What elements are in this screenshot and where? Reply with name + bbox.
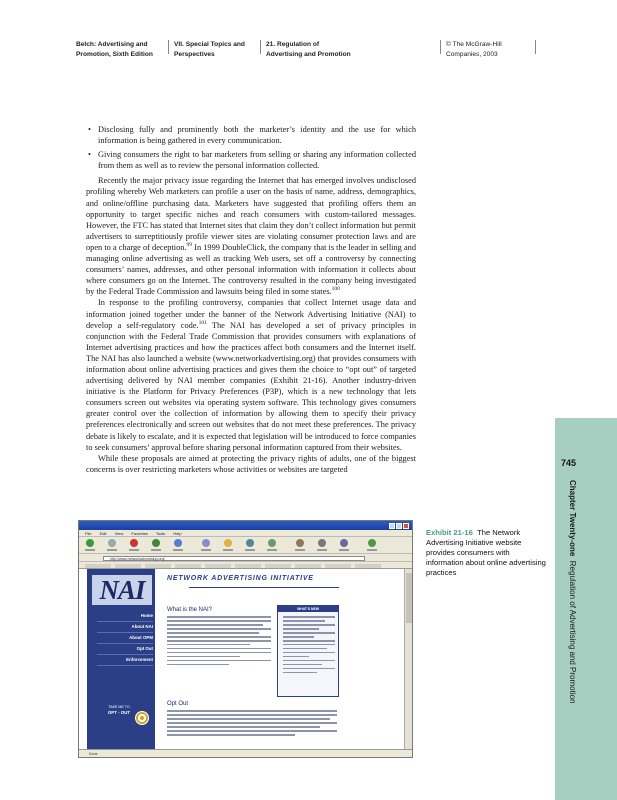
bullet-item: • Giving consumers the right to bar marketers from selling or sharing any information collected from them as well as to review the personal information collected. bbox=[86, 149, 416, 171]
header-chapter-line2: Advertising and Promotion bbox=[266, 51, 351, 58]
chapter-runner bbox=[565, 480, 581, 780]
paragraph-text: Recently the major privacy issue regarding the Internet that has emerged involves undisclosed profiling whereby Web marketers can profile a user on the basis of name, address, demographics, and online/offline purchasing data. Marketers have suggested that profiling offers them an opportunity to target specific niches and reach consumers with custom-tailored messages. However, the FTC has stated that Internet sites that claim they don’t collect information but permit advertisers to surreptitiously profile viewer sites are violating consumer protection laws and are open to a charge of deception. bbox=[86, 176, 416, 252]
nai-webpage bbox=[79, 569, 404, 750]
header-divider bbox=[168, 40, 169, 54]
nai-nav-home: Home bbox=[97, 611, 153, 622]
paragraph-text: In 1999 DoubleClick, the company that is the leader in selling and managing online advertising as well as tracking Web users, set off a controversy by connecting consumers’ names, addresses, and other personal information with information it collects about where consumers go on the Internet. The controversy resulted in the company being investigated by the Federal Trade Commission and lawsuits being filed in some states. bbox=[86, 242, 416, 297]
search-icon bbox=[201, 539, 211, 552]
refresh-icon bbox=[151, 539, 161, 552]
nai-sidebar bbox=[87, 569, 155, 750]
opt-out-badge-line1: TAKE ME TO bbox=[108, 705, 130, 709]
nai-site-title: NETWORK ADVERTISING INITIATIVE bbox=[167, 575, 314, 582]
address-field: http://www.networkadvertising.org/ bbox=[103, 556, 365, 561]
header-book-line1: Belch: Advertising and bbox=[76, 41, 148, 48]
paragraph-children: While these proposals are aimed at protecting the privacy rights of adults, one of the biggest concerns is over restricting marketers whose activities or websites are targeted bbox=[86, 453, 416, 474]
links-bar bbox=[79, 562, 412, 569]
nai-section-what-text bbox=[167, 616, 271, 668]
paragraph-nai bbox=[86, 297, 416, 452]
menu-file: File bbox=[85, 531, 92, 536]
nai-nav-about-opm: About OPM bbox=[97, 633, 153, 644]
header-part-line2: Perspectives bbox=[174, 51, 215, 58]
browser-toolbar bbox=[79, 537, 412, 554]
media-icon bbox=[245, 539, 255, 552]
exhibit-text: The Network Advertising Initiative website provides consumers with information about online advertising practices bbox=[426, 528, 546, 577]
home-icon bbox=[173, 539, 183, 552]
whats-new-title: WHAT'S NEW bbox=[278, 606, 338, 612]
nai-nav-opt-out: Opt Out bbox=[97, 644, 153, 655]
footnote-ref: 100 bbox=[331, 286, 340, 293]
close-icon bbox=[403, 523, 409, 529]
edit-icon bbox=[339, 539, 349, 552]
nai-site-subtitle bbox=[189, 585, 339, 588]
running-header bbox=[76, 40, 536, 70]
minimize-icon bbox=[389, 523, 395, 529]
header-copyright-line2: Companies, 2003 bbox=[446, 51, 498, 58]
nai-nav-enforcement: Enforcement bbox=[97, 655, 153, 666]
address-bar bbox=[79, 554, 412, 562]
nai-logo: NAI bbox=[92, 575, 152, 605]
footnote-ref: 101 bbox=[198, 319, 207, 326]
header-book bbox=[76, 40, 153, 60]
body-text bbox=[86, 124, 416, 475]
nai-section-what: What is the NAI? bbox=[167, 607, 213, 613]
header-chapter-line1: 21. Regulation of bbox=[266, 41, 320, 48]
header-divider bbox=[535, 40, 536, 54]
bullet-list bbox=[86, 124, 416, 171]
menu-edit: Edit bbox=[99, 531, 107, 536]
header-copyright-line1: © The McGraw-Hill bbox=[446, 41, 502, 48]
header-book-line2: Promotion, Sixth Edition bbox=[76, 51, 153, 58]
forward-icon bbox=[107, 539, 117, 552]
header-part-line1: VII. Special Topics and bbox=[174, 41, 245, 48]
browser-menubar bbox=[79, 530, 412, 537]
bullet-item: • Disclosing fully and prominently both the marketer’s identity and the use for which information is being gathered in every communication. bbox=[86, 124, 416, 146]
paragraph-profiling bbox=[86, 175, 416, 297]
nai-section-opt-out-text bbox=[167, 710, 337, 738]
mail-icon bbox=[295, 539, 305, 552]
header-chapter bbox=[266, 40, 351, 60]
stop-icon bbox=[129, 539, 139, 552]
status-bar: Done bbox=[79, 749, 412, 757]
opt-out-badge-line2: OPT - OUT bbox=[107, 710, 131, 715]
page-number: 745 bbox=[561, 458, 577, 468]
menu-help: Help bbox=[173, 531, 182, 536]
nai-section-opt-out: Opt Out bbox=[167, 701, 189, 707]
menu-tools: Tools bbox=[155, 531, 166, 536]
back-icon bbox=[85, 539, 95, 552]
favorites-icon bbox=[223, 539, 233, 552]
exhibit-caption bbox=[426, 528, 546, 578]
vertical-scrollbar bbox=[404, 569, 412, 750]
header-part bbox=[174, 40, 245, 60]
footnote-ref: 99 bbox=[186, 242, 193, 249]
chapter-runner-text bbox=[568, 480, 577, 780]
chapter-title: Regulation of Advertising and Promotion bbox=[568, 560, 577, 704]
target-icon bbox=[135, 711, 149, 725]
browser-titlebar bbox=[79, 521, 412, 530]
header-divider bbox=[440, 40, 441, 54]
maximize-icon bbox=[396, 523, 402, 529]
exhibit-label: Exhibit 21-16 bbox=[426, 528, 473, 537]
header-copyright bbox=[446, 40, 502, 60]
print-icon bbox=[317, 539, 327, 552]
opt-out-badge bbox=[101, 705, 137, 715]
paragraph-text: The NAI has developed a set of privacy principles in conjunction with the Federal Trade Commission that provides consumers with explanations of Internet advertising practices and how the practices affect both consumers and the Internet itself. The NAI has also launched a website (www.networkadvertising.org) that provides consumers with information about online advertising practices and gives them the choice to “opt out” of targeted advertising delivered by NAI member companies (Exhibit 21-16). Another industry-driven initiative is the Platform for Privacy Preferences (P3P), which is a new technology that lets consumers screen out websites via operating system software. This technology gives consumers greater control over the collection of information by allowing them to specify their privacy preferences electronically and screen out websites that do not meet these preferences. The privacy debate is likely to escalate, and it is expected that legislation will be introduced to force companies to seek consumers’ approval before sharing personal information captured from their websites. bbox=[86, 320, 416, 452]
whats-new-box bbox=[277, 605, 339, 697]
messenger-icon bbox=[367, 539, 377, 552]
paragraph-text: In response to the profiling controversy, companies that collect Internet usage data and information joined together under the banner of the Network Advertising Initiative (NAI) to develop a self-regulatory code. bbox=[86, 298, 416, 330]
header-divider bbox=[260, 40, 261, 54]
menu-view: View bbox=[114, 531, 124, 536]
exhibit-screenshot bbox=[78, 520, 413, 758]
chapter-label: Chapter Twenty-one bbox=[568, 480, 577, 557]
nai-nav bbox=[97, 611, 153, 666]
nai-nav-about-nai: About NAI bbox=[97, 622, 153, 633]
history-icon bbox=[267, 539, 277, 552]
menu-favorites: Favorites bbox=[131, 531, 148, 536]
